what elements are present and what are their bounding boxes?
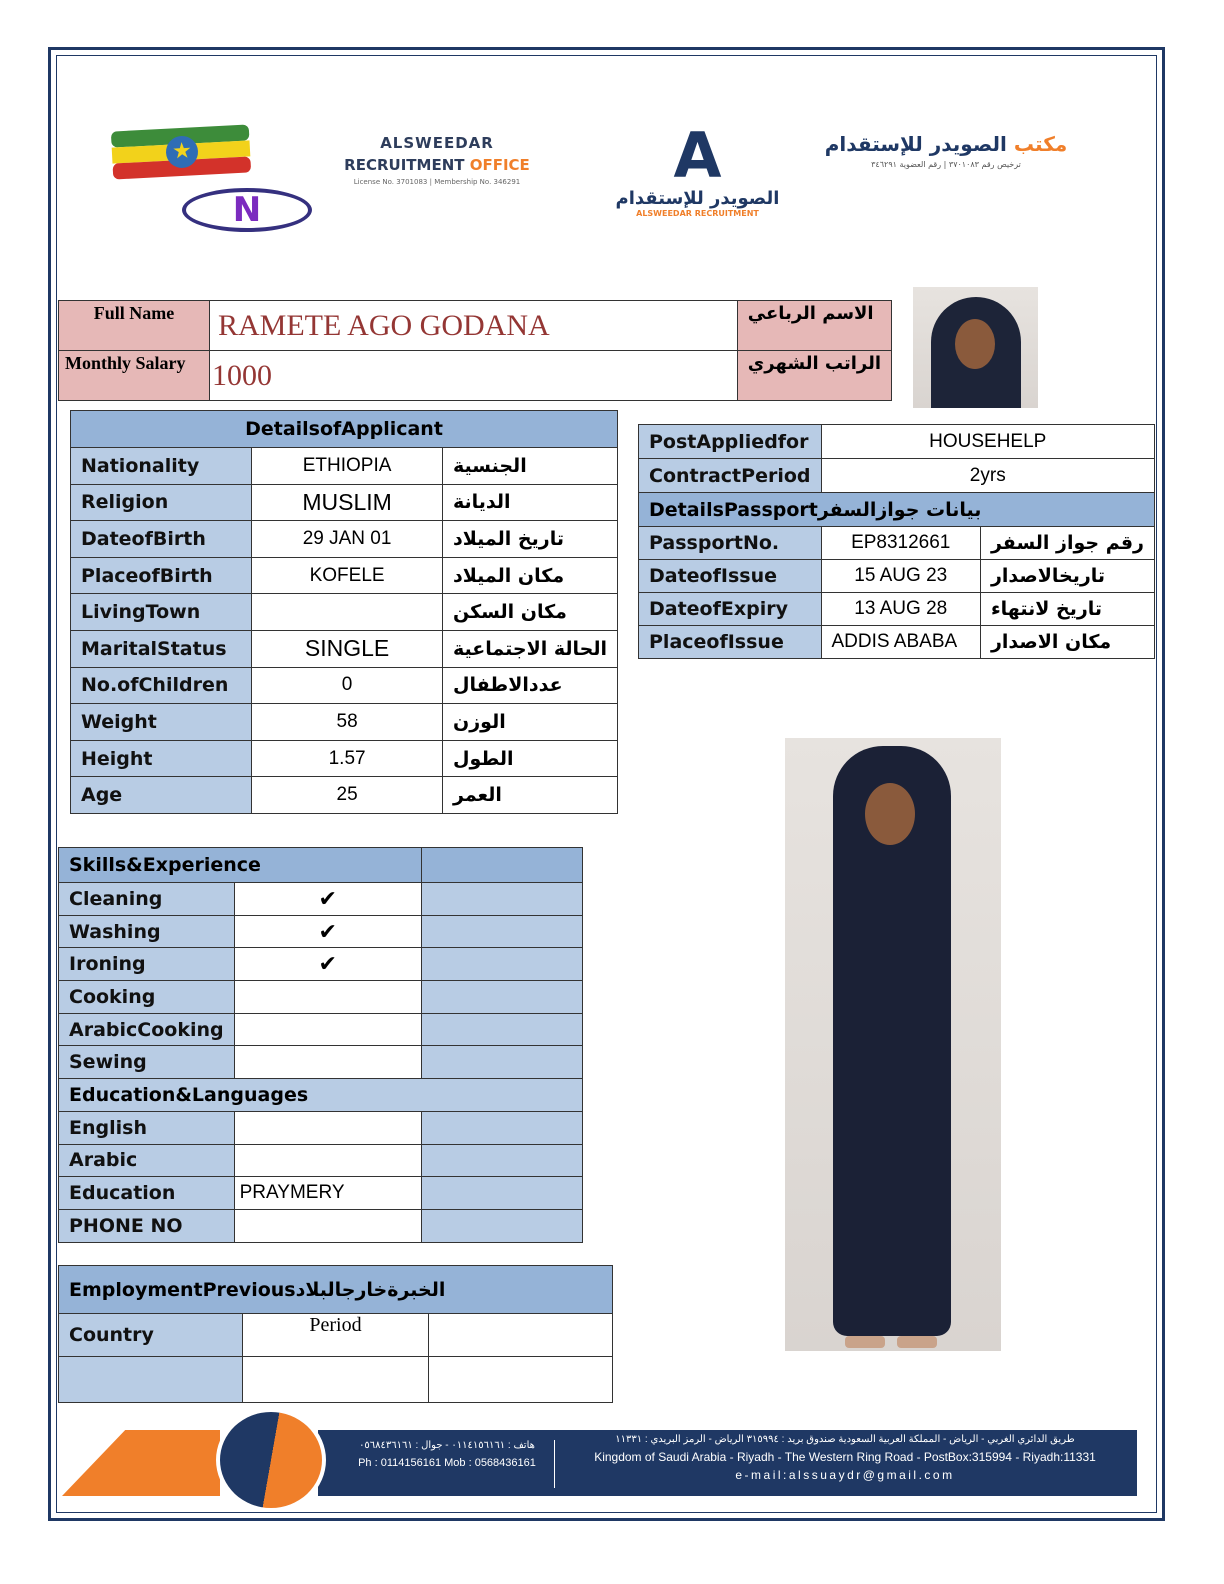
skill-extra [421, 1013, 582, 1046]
skill-value [234, 1144, 421, 1177]
skill-row [59, 948, 583, 981]
alsweedar-a-logo: A الصويدر للإستقدام ALSWEEDAR RECRUITMENT [610, 124, 785, 218]
full-name-label: Full Name [59, 301, 210, 351]
passport-row [639, 626, 1155, 659]
skill-extra [421, 948, 582, 981]
skill-value [234, 1111, 421, 1144]
footer-address-ar: طريق الدائري الغربي - الرياض - المملكة العربية السعودية صندوق بريد : ٣١٥٩٩٤ الرياض - الرمز البريدي : ١١٣٣١ [615, 1434, 1075, 1445]
applicant-field-ar: مكان الميلاد [443, 557, 618, 594]
skill-label: Ironing [59, 948, 235, 981]
education-title: Education&Languages [59, 1079, 583, 1112]
skill-label: Cooking [59, 981, 235, 1014]
right-ar-sub: ترخيص رقم ٣٧٠١٠٨٣ | رقم العضوية ٣٤٦٢٩١ [871, 160, 1021, 169]
skill-extra [421, 1046, 582, 1079]
applicant-field-value: SINGLE [252, 630, 443, 667]
footer-address-en: Kingdom of Saudi Arabia - Riyadh - The Western Ring Road - PostBox:315994 - Riyadh:11331 [594, 1450, 1096, 1464]
applicant-field-ar: العمر [443, 777, 618, 814]
passport-field-value: EP8312661 [821, 527, 980, 560]
skill-row [59, 915, 583, 948]
footer-circle-logo [216, 1408, 326, 1512]
applicant-field-value: 58 [252, 704, 443, 741]
passport-field-label: DateofExpiry [639, 593, 822, 626]
skill-value [234, 1046, 421, 1079]
contract-period-label: ContractPeriod [639, 459, 822, 493]
full-name-value: RAMETE AGO GODANA [210, 301, 738, 351]
passport-row [639, 560, 1155, 593]
passport-field-label: PassportNo. [639, 527, 822, 560]
applicant-field-label: Religion [71, 484, 252, 521]
skill-label: Washing [59, 915, 235, 948]
passport-field-value: ADDIS ABABA [821, 626, 980, 659]
applicant-field-label: PlaceofBirth [71, 557, 252, 594]
passport-field-value: 15 AUG 23 [821, 560, 980, 593]
skill-extra [421, 1177, 582, 1210]
passport-details-table [638, 424, 1155, 659]
skill-extra [421, 883, 582, 916]
applicant-field-ar: الحالة الاجتماعية [443, 630, 618, 667]
salary-label: Monthly Salary [59, 351, 210, 401]
applicant-row [71, 630, 618, 667]
right-ar-a: مكتب [1013, 132, 1068, 156]
skill-value: PRAYMERY [234, 1177, 421, 1210]
applicant-field-value: MUSLIM [252, 484, 443, 521]
skill-value [234, 1013, 421, 1046]
employment-extra [429, 1314, 613, 1357]
applicant-field-label: Nationality [71, 448, 252, 485]
skill-label: Cleaning [59, 883, 235, 916]
skill-value [234, 981, 421, 1014]
skill-row [59, 1177, 583, 1210]
skill-value [234, 1209, 421, 1242]
license-no: License No. 3701083 [353, 178, 428, 186]
skill-value: ✔ [234, 948, 421, 981]
employment-table [58, 1265, 613, 1403]
applicant-details-table [70, 410, 618, 814]
skill-row [59, 981, 583, 1014]
passport-field-ar: تاريخالاصدار [980, 560, 1154, 593]
full-name-ar: الاسم الرباعي [737, 301, 891, 351]
skills-title: Skills&Experience [59, 848, 422, 883]
skills-extra-cell [421, 848, 582, 883]
post-applied-value: HOUSEHELP [821, 425, 1155, 459]
passport-field-value: 13 AUG 28 [821, 593, 980, 626]
applicant-row [71, 557, 618, 594]
applicant-field-value [252, 594, 443, 631]
applicant-field-ar: عددالاطفال [443, 667, 618, 704]
employment-title: EmploymentPrevious [69, 1278, 296, 1301]
skill-extra [421, 1144, 582, 1177]
applicant-field-label: LivingTown [71, 594, 252, 631]
salary-value: 1000 [210, 351, 738, 401]
footer-address [560, 1434, 1130, 1482]
skill-label: PHONE NO [59, 1209, 235, 1242]
brand-line1: ALSWEEDAR [380, 134, 494, 152]
period-value [243, 1357, 429, 1403]
skill-extra [421, 1111, 582, 1144]
skill-extra [421, 1209, 582, 1242]
skill-label: English [59, 1111, 235, 1144]
alsweedar-ar-logo [820, 132, 1072, 169]
applicant-field-label: Height [71, 740, 252, 777]
passport-title-ar: بيانات جوازالسفر [817, 498, 982, 521]
applicant-field-ar: تاريخ الميلاد [443, 521, 618, 558]
applicant-row [71, 484, 618, 521]
country-label: Country [59, 1314, 243, 1357]
right-ar-b: الصويدر للإستقدام [824, 132, 1007, 156]
footer-email: e-mail:alssuaydr@gmail.com [735, 1468, 955, 1482]
applicant-field-label: No.ofChildren [71, 667, 252, 704]
skill-extra [421, 915, 582, 948]
applicant-headshot-photo [913, 287, 1038, 408]
footer-phone-ar: هاتف : ٠١١٤١٥٦١٦١ - جوال : ٠٥٦٨٤٣٦١٦١ [359, 1440, 535, 1451]
skill-value: ✔ [234, 883, 421, 916]
brand-line2b: OFFICE [469, 156, 530, 174]
center-ar-name: الصويدر للإستقدام [615, 188, 780, 209]
applicant-field-ar: الطول [443, 740, 618, 777]
passport-row [639, 527, 1155, 560]
skill-row [59, 1013, 583, 1046]
skill-value: ✔ [234, 915, 421, 948]
alsweedar-en-logo: ALSWEEDAR RECRUITMENT OFFICE License No. 3701083 | Membership No. 346291 [322, 134, 552, 186]
applicant-row [71, 704, 618, 741]
applicant-row [71, 521, 618, 558]
passport-field-label: DateofIssue [639, 560, 822, 593]
skill-row [59, 883, 583, 916]
applicant-row [71, 740, 618, 777]
applicant-row [71, 667, 618, 704]
applicant-field-ar: مكان السكن [443, 594, 618, 631]
skill-label: ArabicCooking [59, 1013, 235, 1046]
n-logo: N [182, 188, 312, 232]
passport-title: DetailsPassport [649, 498, 818, 521]
passport-field-ar: مكان الاصدار [980, 626, 1154, 659]
applicant-field-label: Weight [71, 704, 252, 741]
applicant-field-value: 0 [252, 667, 443, 704]
applicant-row [71, 594, 618, 631]
applicant-field-value: ETHIOPIA [252, 448, 443, 485]
brand-line2a: RECRUITMENT [344, 156, 465, 174]
applicant-full-photo [785, 738, 1001, 1351]
skill-row [59, 1144, 583, 1177]
applicant-field-value: 29 JAN 01 [252, 521, 443, 558]
applicant-field-value: 25 [252, 777, 443, 814]
footer-phones [340, 1440, 555, 1488]
skill-row [59, 1209, 583, 1242]
skill-label: Sewing [59, 1046, 235, 1079]
applicant-field-label: DateofBirth [71, 521, 252, 558]
applicant-field-ar: الجنسية [443, 448, 618, 485]
post-applied-label: PostAppliedfor [639, 425, 822, 459]
passport-field-ar: تاريخ لانتهاء [980, 593, 1154, 626]
salary-ar: الراتب الشهري [737, 351, 891, 401]
applicant-field-label: Age [71, 777, 252, 814]
applicant-field-value: KOFELE [252, 557, 443, 594]
applicant-details-title: DetailsofApplicant [71, 411, 618, 448]
employment-extra-value [429, 1357, 613, 1403]
applicant-field-ar: الوزن [443, 704, 618, 741]
footer-phone-en: Ph : 0114156161 Mob : 0568436161 [358, 1457, 536, 1469]
contract-period-value: 2yrs [821, 459, 1155, 493]
applicant-row [71, 777, 618, 814]
applicant-field-label: MaritalStatus [71, 630, 252, 667]
applicant-field-value: 1.57 [252, 740, 443, 777]
passport-field-label: PlaceofIssue [639, 626, 822, 659]
ethiopia-flag-logo: ★ [111, 124, 251, 179]
skill-row [59, 1111, 583, 1144]
applicant-row [71, 448, 618, 485]
period-label: Period [243, 1314, 429, 1357]
identity-table [58, 300, 892, 401]
skill-extra [421, 981, 582, 1014]
skills-table [58, 847, 583, 1243]
skill-row [59, 1046, 583, 1079]
skill-label: Education [59, 1177, 235, 1210]
passport-field-ar: رقم جواز السفر [980, 527, 1154, 560]
center-en-name: ALSWEEDAR RECRUITMENT [636, 209, 759, 218]
employment-title-ar: الخبرةخارجالبلاد [295, 1278, 446, 1301]
passport-row [639, 593, 1155, 626]
country-value [59, 1357, 243, 1403]
skill-label: Arabic [59, 1144, 235, 1177]
membership-no: Membership No. 346291 [434, 178, 521, 186]
applicant-field-ar: الديانة [443, 484, 618, 521]
